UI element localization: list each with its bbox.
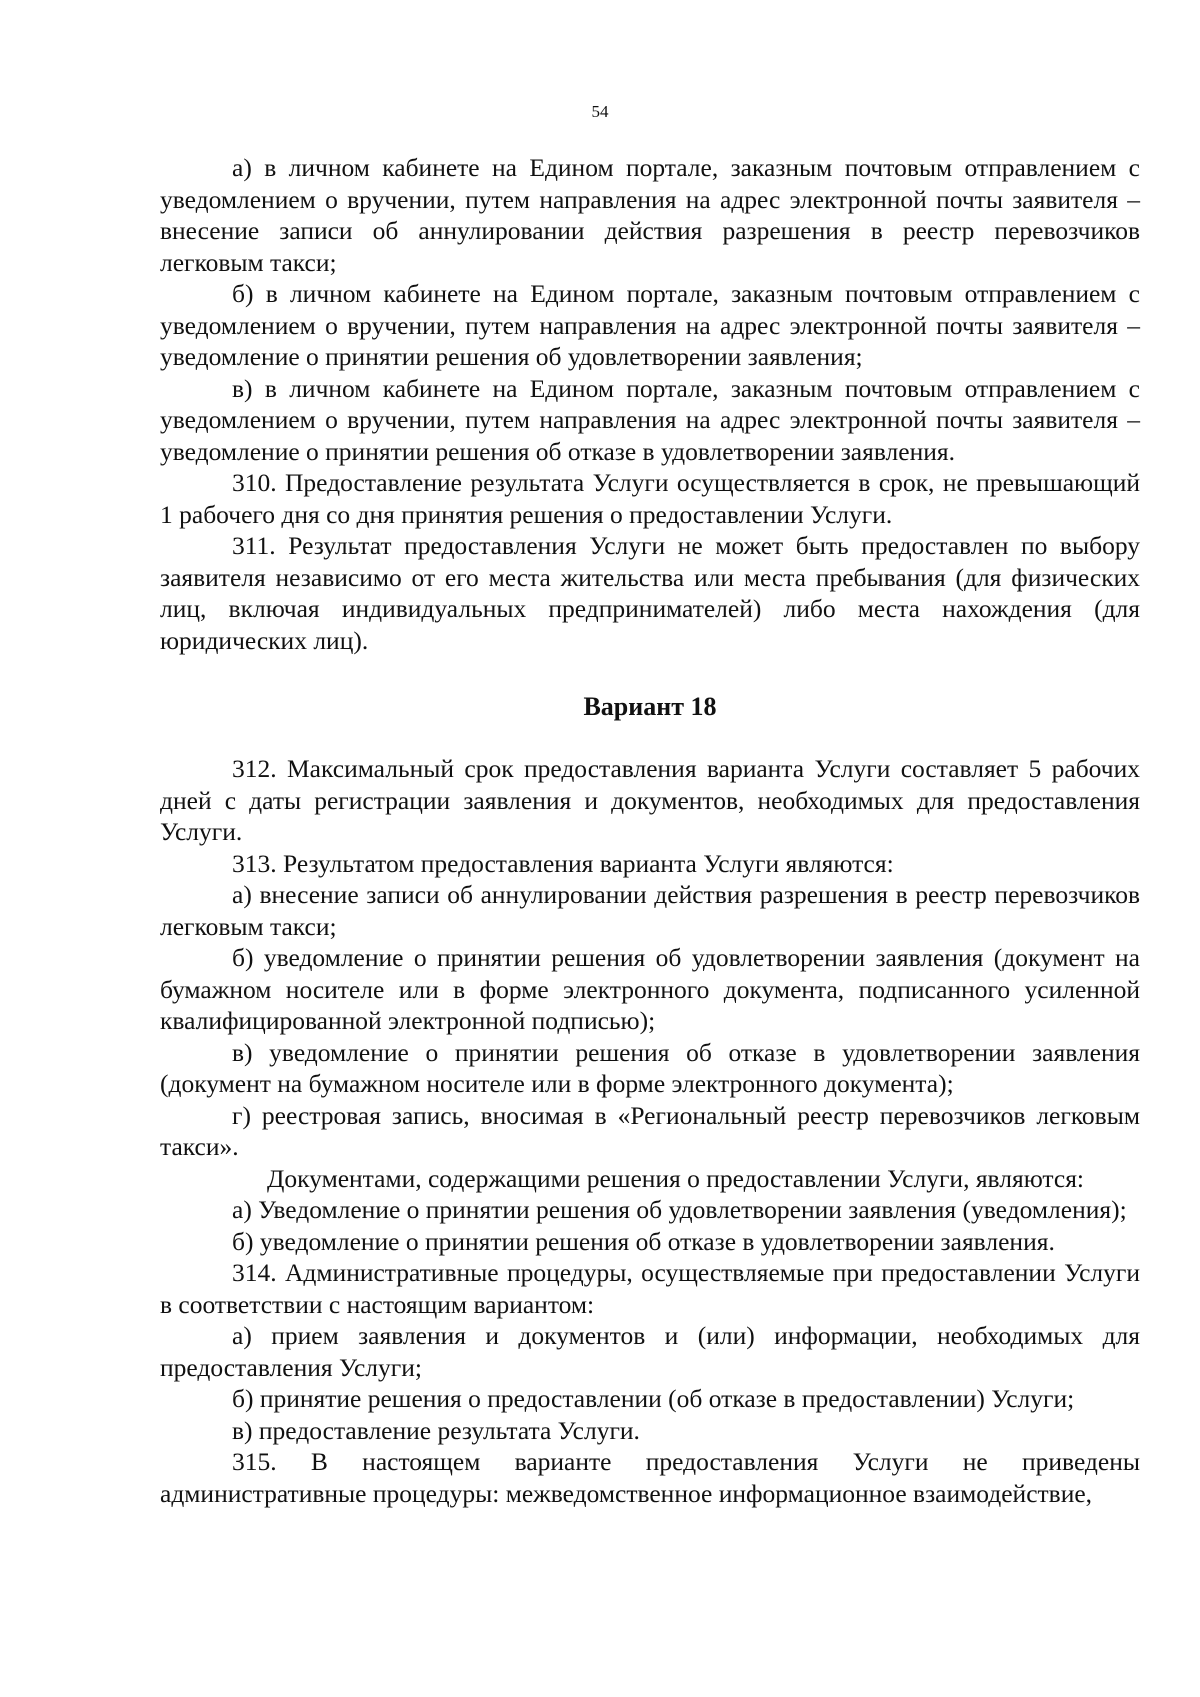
- paragraph: в) предоставление результата Услуги.: [232, 1415, 640, 1445]
- paragraph: а) в личном кабинете на Едином портале, заказным почтовым отправлением с уведомлением о вручении, путем направления на адрес электронной почты заявителя – внесение записи об аннулировании действия разрешения в реестр перевозчиков легковым такси;: [160, 153, 1140, 277]
- paragraph: 313. Результатом предоставления варианта Услуги являются:: [232, 848, 894, 878]
- paragraph: 315. В настоящем варианте предоставления Услуги не приведены административные процедуры: межведомственное информационное взаимодействие,: [160, 1447, 1140, 1508]
- section-heading: Вариант 18: [583, 692, 717, 721]
- paragraph: 311. Результат предоставления Услуги не может быть предоставлен по выбору заявителя независимо от его места жительства или места пребывания (для физических лиц, включая индивидуальных предпринимателей) либо места нахождения (для юридических лиц).: [160, 531, 1140, 655]
- paragraph: 310. Предоставление результата Услуги осуществляется в срок, не превышающий 1 рабочего дня со дня принятия решения о предоставлении Услуги.: [160, 468, 1140, 529]
- page-number: 54: [591, 102, 609, 121]
- paragraph: б) в личном кабинете на Едином портале, заказным почтовым отправлением с уведомлением о вручении, путем направления на адрес электронной почты заявителя – уведомление о принятии решения об удовлетворении заявления;: [160, 279, 1140, 371]
- paragraph: 312. Максимальный срок предоставления варианта Услуги составляет 5 рабочих дней с даты регистрации заявления и документов, необходимых для предоставления Услуги.: [160, 754, 1140, 846]
- paragraph: г) реестровая запись, вносимая в «Региональный реестр перевозчиков легковым такси».: [160, 1100, 1140, 1161]
- paragraph: б) уведомление о принятии решения об отказе в удовлетворении заявления.: [232, 1226, 1055, 1256]
- paragraph: б) уведомление о принятии решения об удовлетворении заявления (документ на бумажном носителе или в форме электронного документа, подписанного усиленной квалифицированной электронной подписью);: [160, 943, 1140, 1035]
- paragraph: а) внесение записи об аннулировании действия разрешения в реестр перевозчиков легковым такси;: [160, 880, 1140, 941]
- paragraph: в) в личном кабинете на Едином портале, заказным почтовым отправлением с уведомлением о вручении, путем направления на адрес электронной почты заявителя – уведомление о принятии решения об отказе в удовлетворении заявления.: [160, 373, 1140, 466]
- paragraph: а) Уведомление о принятии решения об удовлетворении заявления (уведомления);: [232, 1195, 1127, 1224]
- paragraph: в) уведомление о принятии решения об отказе в удовлетворении заявления (документ на бумажном носителе или в форме электронного документа);: [160, 1037, 1140, 1098]
- document-body: [160, 152, 1140, 1509]
- paragraph: 314. Административные процедуры, осуществляемые при предоставлении Услуги в соответствии с настоящим вариантом:: [160, 1258, 1140, 1319]
- paragraph: Документами, содержащими решения о предоставлении Услуги, являются:: [267, 1163, 1085, 1193]
- paragraph: а) прием заявления и документов и (или) информации, необходимых для предоставления Услуги;: [160, 1321, 1140, 1382]
- paragraph: б) принятие решения о предоставлении (об отказе в предоставлении) Услуги;: [232, 1384, 1075, 1413]
